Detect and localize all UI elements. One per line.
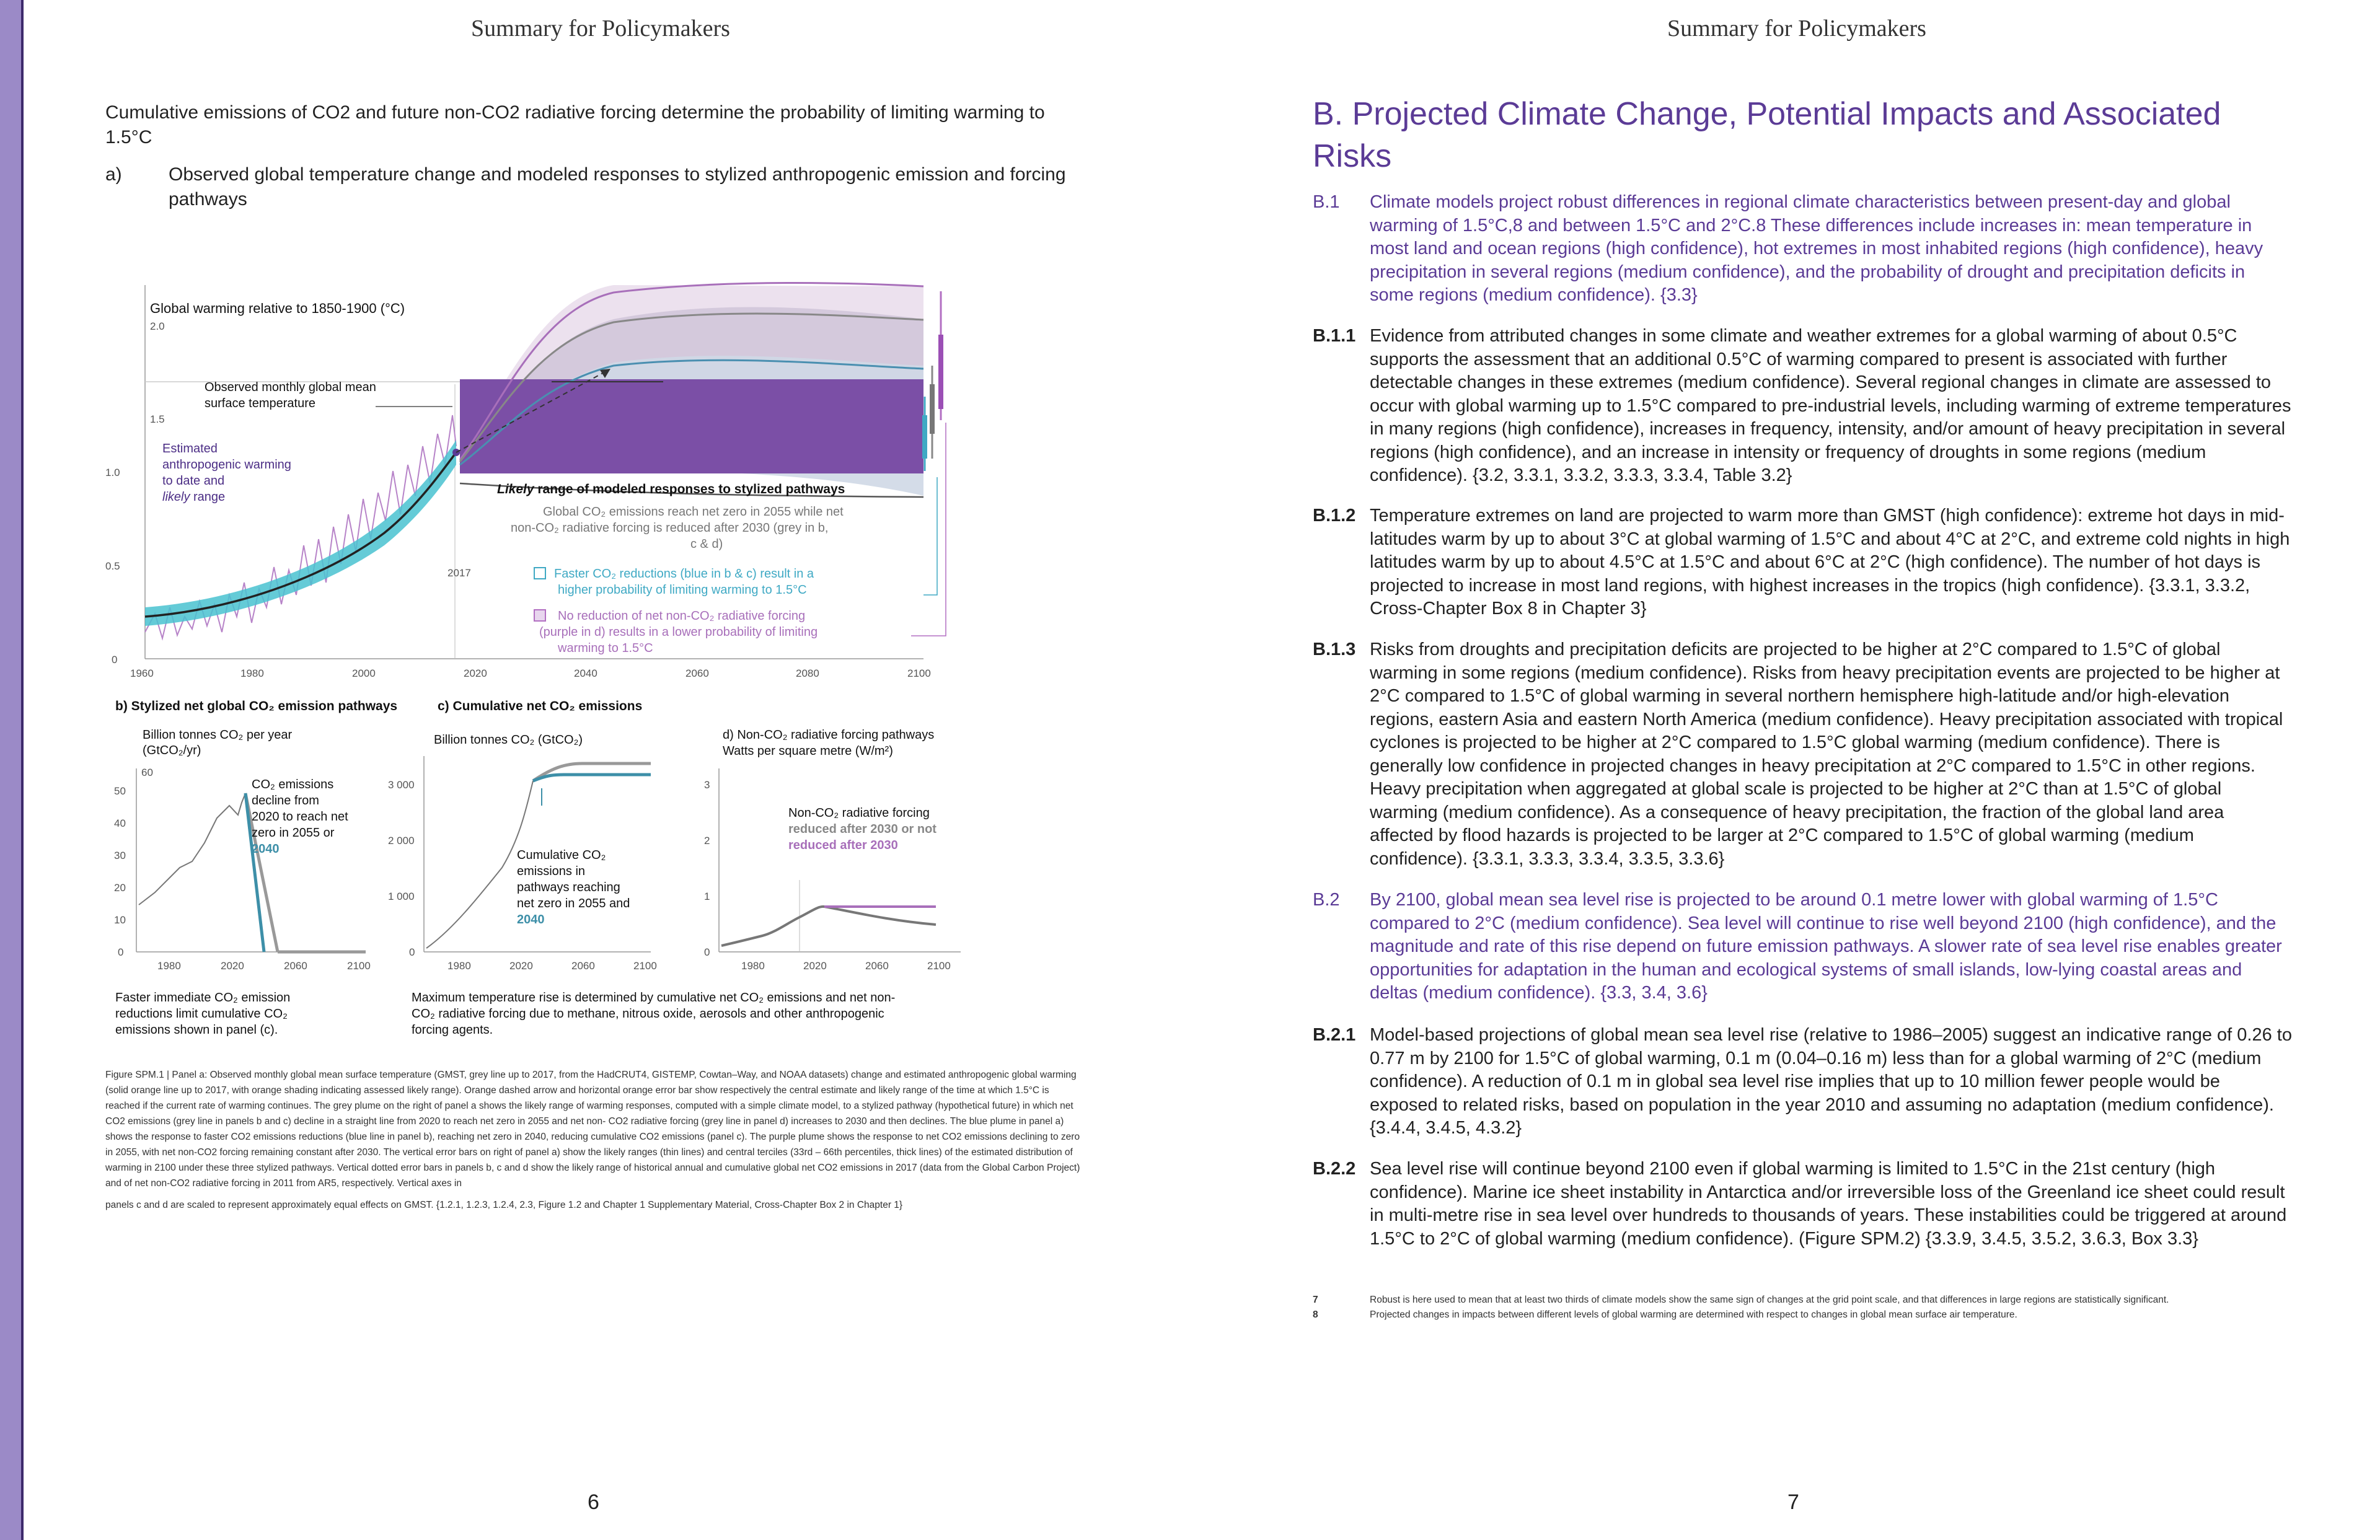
left-page-header: Summary for Policymakers xyxy=(471,15,730,42)
tick-c-y0: 0 xyxy=(409,946,415,958)
tick-c-x2020: 2020 xyxy=(509,960,533,972)
blue-legend-box xyxy=(534,568,545,579)
right-page-number: 7 xyxy=(1787,1490,1799,1514)
right-page-header: Summary for Policymakers xyxy=(1667,15,1926,42)
likely-range-heading xyxy=(497,482,845,496)
blue-leader xyxy=(923,477,937,595)
tick-a-y15: 1.5 xyxy=(150,413,165,425)
panel-b-ann-2: decline from xyxy=(252,794,319,807)
tick-a-y05: 0.5 xyxy=(105,560,120,572)
para-b22-text: Sea level rise will continue beyond 2100 even if global warming is limited to 1.5°C in the 21st century (high confidence). Marine ice sheet instability in Antarctica and/or irreversible loss of the Greenland ice sheet could result in multi-metre rise in sea level over hundreds to thousands of years. These instabilities could be triggered at around 1.5°C to 2°C of global warming (medium confidence). (Figure SPM.2) {3.3.9, 3.4.5, 3.5.2, 3.6.3, Box 3.3} xyxy=(1370,1159,2287,1249)
tick-a-x2000: 2000 xyxy=(352,667,376,679)
page-edge-bar xyxy=(0,0,24,1540)
tick-d-y2: 2 xyxy=(704,835,710,847)
footnote-8-num: 8 xyxy=(1313,1309,1318,1320)
panel-b-ylabel: Billion tonnes CO₂ per year (GtCO₂/yr) xyxy=(143,728,293,757)
caption-last: panels c and d are scaled to represent approximately equal effects on GMST. {1.2.1, 1.2.3, 1.2.4, 2.3, Figure 1.2 and Chapter 1 Supplementary Material, Cross-Chapter Box 2 in Chapter 1} xyxy=(105,1200,903,1210)
tick-a-x2020: 2020 xyxy=(464,667,487,679)
panel-d-grey-line xyxy=(721,907,936,946)
estimated-line1: Estimated xyxy=(162,442,218,455)
panel-b-ann-4: zero in 2055 or xyxy=(252,826,335,840)
figure-title: Cumulative emissions of CO2 and future non-CO2 radiative forcing determine the probability of limiting warming to 1.5°C xyxy=(105,102,1045,147)
panel-b-note-3: emissions shown in panel (c). xyxy=(115,1023,278,1037)
tick-a-x1980: 1980 xyxy=(240,667,264,679)
tick-a-y2: 2.0 xyxy=(150,320,165,332)
para-b11-text: Evidence from attributed changes in some climate and weather extremes for a global warming of about 0.5°C supports the assessment that an additional 0.5°C of warming compared to present is associated with further detectable changes in these extremes (medium confidence). Several regional changes in climate are assessed to occur with global warming up to 1.5°C compared to pre-industrial levels, including warming of extreme temperatures in many regions (high confidence), increases in frequency, intensity, and/or amount of heavy precipitation in several regions (high confidence), and an increase in intensity or frequency of droughts in some regions (medium confidence). {3.2, 3.3.1, 3.3.2, 3.3.3, 3.3.4, Table 3.2} xyxy=(1370,326,2291,485)
purple-note-2: (purple in d) results in a lower probability of limiting xyxy=(539,625,818,639)
panel-c-note-1: Maximum temperature rise is determined by cumulative net CO₂ emissions and net non- xyxy=(412,991,896,1005)
tick-a-y0: 0 xyxy=(112,654,118,666)
tick-b-y60: 60 xyxy=(141,767,153,778)
caption-main: Figure SPM.1 | Panel a: Observed monthly global mean surface temperature (GMST, grey line up to 2017, from the HadCRUT4, GISTEMP, Cowtan–Way, and NOAA datasets) change and estimated anthropogenic global warming (solid orange line up to 2017, with orange shading indicating assessed likely range). Orange dashed arrow and horizontal orange error bar show respectively the central estimate and likely range of the time at which 1.5°C is reached if the current rate of warming continues. The grey plume on the right of panel a shows the likely range of warming responses, computed with a simple climate model, to a stylized pathway (hypothetical future) in which net CO2 emissions (grey line in panels b and c) decline in a straight line from 2020 to reach net zero in 2055 and net non- CO2 radiative forcing (grey line in panel d) increases to 2030 and then declines. The blue plume in panel a) shows the response to faster CO2 emissions reductions (blue line in panel b), reaching net zero in 2040, reducing cumulative CO2 emissions (panel c). The purple plume shows the response to net CO2 emissions declining to zero in 2055, with net non-CO2 forcing remaining constant after 2030. The vertical error bars on right of panel a) show the likely ranges (thin lines) and central terciles (33rd – 66th percentiles, thick lines) of the estimated distribution of warming in 2100 under these three stylized pathways. Vertical dotted error bars in panels b, c and d show the likely range of historical annual and cumulative global net CO2 emissions in 2017 (data from the Global Carbon Project) and of net non-CO2 radiative forcing in 2011 from AR5, respectively. Vertical axes in xyxy=(105,1070,1080,1189)
tick-d-x2100: 2100 xyxy=(927,960,951,972)
estimated-line2: anthropogenic warming xyxy=(162,458,291,472)
tick-a-y1: 1.0 xyxy=(105,467,120,478)
tick-c-y1000: 1 000 xyxy=(388,891,415,902)
para-b1 xyxy=(1313,191,2292,307)
left-page-number: 6 xyxy=(588,1490,599,1514)
tick-b-y50: 50 xyxy=(114,785,126,797)
panel-c-ann-1: Cumulative CO₂ xyxy=(517,848,606,862)
para-b12 xyxy=(1313,504,2292,621)
tick-b-x2100: 2100 xyxy=(347,960,371,972)
figure-caption xyxy=(105,1067,1085,1213)
para-b13-text: Risks from droughts and precipitation deficits are projected to be higher at 2°C compared to 1.5°C of global warming in some regions (medium confidence). Risks from heavy precipitation events are projected to be higher at 2°C compared to 1.5°C of global warming in several northern hemisphere high-latitude and/or high-elevation regions, eastern Asia and eastern North America (medium confidence). Heavy precipitation associated with tropical cyclones is projected to be higher at 2°C compared to 1.5°C global warming (medium confidence). There is generally low confidence in projected changes in heavy precipitation at 2°C compared to 1.5°C in other regions. Heavy precipitation when aggregated at global scale is projected to be higher at 2°C than at 1.5°C of global warming (medium confidence). As a consequence of heavy precipitation, the fraction of the global land area affected by flood hazards is projected to be larger at 2°C compared to 1.5°C of global warming (medium confidence). {3.3.1, 3.3.3, 3.3.4, 3.3.5, 3.3.6} xyxy=(1370,640,2283,869)
para-b11 xyxy=(1313,325,2292,488)
purple-note-1: No reduction of net non-CO₂ radiative forcing xyxy=(558,609,806,623)
footnote-8-text: Projected changes in impacts between different levels of global warming are determined with respect to changes in global mean surface air temperature. xyxy=(1370,1309,2017,1320)
panel-d-ann-3: reduced after 2030 xyxy=(788,838,898,852)
tick-b-x2060: 2060 xyxy=(284,960,307,972)
label-2017: 2017 xyxy=(447,567,471,579)
para-b13-label: B.1.3 xyxy=(1313,640,1356,659)
estimated-line3: to date and xyxy=(162,474,225,488)
para-b2 xyxy=(1313,889,2292,1005)
panel-c-title: c) Cumulative net CO₂ emissions xyxy=(438,699,643,713)
range-text: range xyxy=(190,490,226,504)
panel-c-blue-line xyxy=(533,775,651,781)
grey-note-2: non-CO₂ radiative forcing is reduced after 2030 (grey in b, xyxy=(511,521,829,535)
panel-a-heading xyxy=(105,162,1085,212)
tick-d-x1980: 1980 xyxy=(741,960,765,972)
panel-c-ylabel: Billion tonnes CO₂ (GtCO₂) xyxy=(434,733,583,747)
tick-b-y20: 20 xyxy=(114,882,126,894)
blue-note-1: Faster CO₂ reductions (blue in b & c) result in a xyxy=(554,567,814,581)
para-b11-label: B.1.1 xyxy=(1313,326,1356,346)
tick-a-x2080: 2080 xyxy=(796,667,819,679)
panel-b xyxy=(114,699,397,1037)
para-b21-text: Model-based projections of global mean sea level rise (relative to 1986–2005) suggest an indicative range of 0.26 to 0.77 m by 2100 for 1.5°C of global warming, 0.1 m (0.04–0.16 m) less than for a global warming of 2°C (medium confidence). A reduction of 0.1 m in global sea level rise implies that up to 10 million fewer people would be exposed to related risks, based on population in the year 2010 and assuming no adaptation (medium confidence). {3.4.4, 3.4.5, 4.3.2} xyxy=(1370,1025,2292,1138)
tick-d-y3: 3 xyxy=(704,779,710,791)
para-b21 xyxy=(1313,1024,2292,1140)
panel-b-note-1: Faster immediate CO₂ emission xyxy=(115,991,291,1005)
para-b21-label: B.2.1 xyxy=(1313,1025,1356,1045)
tick-a-x2040: 2040 xyxy=(574,667,597,679)
panel-b-title: b) Stylized net global CO₂ emission pathways xyxy=(115,699,398,713)
para-b2-label: B.2 xyxy=(1313,890,1340,910)
panel-b-ann-5: 2040 xyxy=(252,842,280,856)
tick-c-x2100: 2100 xyxy=(633,960,657,972)
panel-c-ann-2: emissions in xyxy=(517,865,586,878)
figure-spm1 xyxy=(105,260,985,1057)
panel-d-title: d) Non-CO₂ radiative forcing pathways xyxy=(723,728,935,742)
grey-note-1: Global CO₂ emissions reach net zero in 2055 while net xyxy=(543,505,844,519)
panel-c-ann-4: net zero in 2055 and xyxy=(517,897,630,910)
panel-b-note-2: reductions limit cumulative CO₂ xyxy=(115,1007,288,1021)
purple-note-3: warming to 1.5°C xyxy=(558,641,653,655)
footnote-8 xyxy=(1313,1308,2169,1322)
blue-note-2: higher probability of limiting warming to 1.5°C xyxy=(558,583,807,597)
footnote-7 xyxy=(1313,1293,2169,1308)
estimated-line4 xyxy=(162,490,225,504)
tick-b-x1980: 1980 xyxy=(157,960,181,972)
purple-legend-box xyxy=(534,610,545,621)
tick-b-y30: 30 xyxy=(114,850,126,861)
para-b1-text: Climate models project robust differences in regional climate characteristics between present-day and global warming of 1.5°C,8 and between 1.5°C and 2°C.8 These differences include increases in: mean temperature in most land and ocean regions (high confidence), hot extremes in most inhabited regions (high confidence), heavy precipitation in several regions (medium confidence), and the probability of drought and precipitation deficits in some regions (medium confidence). {3.3} xyxy=(1370,192,2263,305)
panel-a-label: a) xyxy=(105,164,122,185)
panel-b-historical xyxy=(139,793,245,905)
panel-c-grey-line xyxy=(533,763,651,781)
tick-d-y0: 0 xyxy=(704,946,710,958)
para-b12-label: B.1.2 xyxy=(1313,506,1356,526)
figure-svg xyxy=(105,260,985,1054)
panel-a-title: Global warming relative to 1850-1900 (°C) xyxy=(150,301,405,316)
panel-c-note-2: CO₂ radiative forcing due to methane, nitrous oxide, aerosols and other anthropogenic xyxy=(412,1007,884,1021)
likely-word: Likely xyxy=(497,482,534,496)
tick-c-y2000: 2 000 xyxy=(388,835,415,847)
purple-band xyxy=(460,379,923,473)
panel-d-ann-2: reduced after 2030 or not xyxy=(788,822,937,836)
tick-b-y10: 10 xyxy=(114,914,126,926)
tick-a-x2100: 2100 xyxy=(907,667,931,679)
tick-b-x2020: 2020 xyxy=(221,960,244,972)
panel-c-note-3: forcing agents. xyxy=(412,1023,493,1037)
para-b22-label: B.2.2 xyxy=(1313,1159,1356,1179)
likely-rest: range of modeled responses to stylized pathways xyxy=(534,482,845,496)
tick-a-x2060: 2060 xyxy=(685,667,709,679)
para-b2-text: By 2100, global mean sea level rise is projected to be around 0.1 metre lower with global warming of 1.5°C compared to 2°C (medium confidence). Sea level will continue to rise well beyond 2100 (high confidence), and the magnitude and rate of this rise depend on future emission pathways. A slower rate of sea level rise enables greater opportunities for adaptation in the human and ecological systems of small islands, low-lying coastal areas and deltas (medium confidence). {3.3, 3.4, 3.6} xyxy=(1370,890,2282,1003)
panel-a-subtitle: Observed global temperature change and modeled responses to stylized anthropogenic emission and forcing pathways xyxy=(169,164,1066,209)
tick-c-x1980: 1980 xyxy=(447,960,471,972)
likely-italic: likely xyxy=(162,490,190,504)
panel-a xyxy=(105,283,946,679)
tick-d-x2060: 2060 xyxy=(865,960,889,972)
tick-d-x2020: 2020 xyxy=(803,960,827,972)
tick-c-x2060: 2060 xyxy=(571,960,595,972)
panel-c-ann-5: 2040 xyxy=(517,913,545,926)
footnote-7-num: 7 xyxy=(1313,1295,1318,1305)
panel-c-ann-3: pathways reaching xyxy=(517,881,620,894)
section-title: B. Projected Climate Change, Potential Impacts and Associated Risks xyxy=(1313,96,2221,174)
panel-d xyxy=(704,728,961,972)
footnote-7-text: Robust is here used to mean that at least two thirds of climate models show the same sign of changes at the grid point scale, and that differences in large regions are statistically significant. xyxy=(1370,1295,2169,1305)
tick-b-y40: 40 xyxy=(114,817,126,829)
tick-c-y3000: 3 000 xyxy=(388,779,415,791)
para-b13 xyxy=(1313,638,2292,871)
grey-note-3: c & d) xyxy=(690,537,723,551)
tick-a-x1960: 1960 xyxy=(130,667,154,679)
panel-b-ann-3: 2020 to reach net xyxy=(252,810,348,824)
panel-d-ylabel: Watts per square metre (W/m²) xyxy=(723,744,893,758)
observed-label: Observed monthly global mean surface temperature xyxy=(205,381,376,410)
panel-d-ann-1: Non-CO₂ radiative forcing xyxy=(788,806,930,820)
panel-b-ann-1: CO₂ emissions xyxy=(252,778,334,791)
tick-b-y0: 0 xyxy=(118,946,124,958)
para-b12-text: Temperature extremes on land are projected to warm more than GMST (high confidence): extreme hot days in mid-latitudes warm by up to about 3°C at global warming of 1.5°C and about 4°C at 2°C, and extreme cold nights in high latitudes warm by up to about 4.5°C at 1.5°C and about 6°C at 2°C (high confidence). The number of hot days is projected to increase in most land regions, with highest increases in the tropics (high confidence). {3.3.1, 3.3.2, Cross-Chapter Box 8 in Chapter 3} xyxy=(1370,506,2290,618)
tick-d-y1: 1 xyxy=(704,891,710,902)
footnotes xyxy=(1313,1293,2169,1322)
para-b22 xyxy=(1313,1158,2292,1251)
para-b1-label: B.1 xyxy=(1313,192,1340,212)
